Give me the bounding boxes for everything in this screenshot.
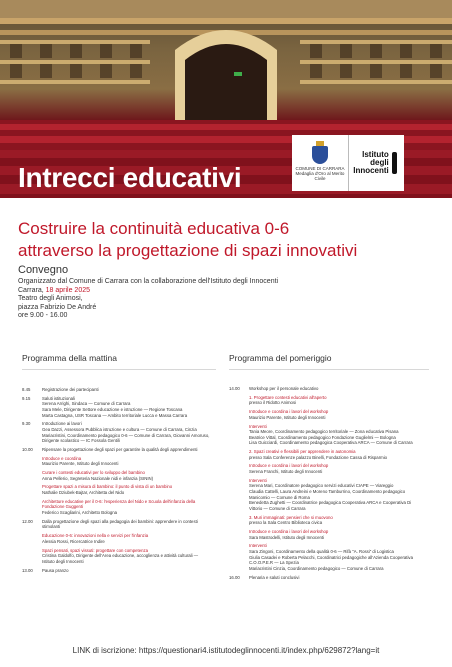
schedule-time: 9.15 <box>22 395 31 401</box>
afternoon-heading: Programma del pomeriggio <box>229 353 429 370</box>
schedule-time <box>229 478 249 512</box>
schedule-row <box>22 470 212 481</box>
schedule-body <box>42 519 212 530</box>
afternoon-schedule <box>229 386 429 583</box>
schedule-time <box>229 395 249 406</box>
schedule-line: C.O.O.P.E.R — La Spezia <box>249 560 299 566</box>
hero-banner <box>0 0 452 198</box>
schedule-body <box>42 421 212 443</box>
schedule-body <box>249 575 429 581</box>
schedule-line: 1. Progettare contesti educativi all'aperto <box>249 394 327 400</box>
schedule-body <box>42 568 212 574</box>
schedule-row <box>22 484 212 495</box>
schedule-line: Spazi pensati, spazi vissuti: progettare con competenza <box>42 547 149 553</box>
schedule-body <box>249 543 429 571</box>
schedule-line: presso Sala Conferenze palazzo Binelli, Fondazione Cassa di Risparmio <box>249 454 388 460</box>
event-hours: ore 9.00 - 16.00 <box>18 312 68 320</box>
schedule-line: Registrazione dei partecipanti <box>42 387 99 392</box>
schedule-row <box>229 424 429 446</box>
schedule-body <box>249 395 429 406</box>
schedule-body <box>42 447 212 453</box>
schedule-row <box>22 456 212 467</box>
schedule-line: Ripensare la progettazione degli spazi per garantire la qualità degli apprendimenti <box>42 446 198 452</box>
schedule-line: Vittorio — Comune di Carrara <box>249 505 306 511</box>
schedule-body <box>249 515 429 526</box>
schedule-time <box>22 456 42 467</box>
schedule-time <box>229 529 249 540</box>
event-address: piazza Fabrizio De André <box>18 303 97 311</box>
schedule-body <box>249 386 429 392</box>
schedule-line: Sara Mastrodelli, Istituto degli Innocenti <box>249 534 324 540</box>
schedule-row <box>229 409 429 420</box>
partner-logos <box>292 135 404 191</box>
schedule-line: Maurizio Parente, Istituto degli Innocenti <box>249 414 326 420</box>
schedule-line: Architetture educative per il 0-6: l'esperienza del Nido e Scuola dell'infanzia della <box>42 498 196 504</box>
schedule-body <box>249 478 429 512</box>
schedule-time <box>229 463 249 474</box>
schedule-row <box>22 519 212 530</box>
schedule-row <box>229 529 429 540</box>
schedule-time <box>229 543 249 571</box>
schedule-line: Workshop per il personale educativo <box>249 386 319 391</box>
schedule-line: presso il Ridotto Animosi <box>249 400 297 406</box>
schedule-time: 9.30 <box>22 421 31 427</box>
innocenti-mark-icon <box>392 152 397 174</box>
morning-heading: Programma della mattina <box>22 353 216 370</box>
event-organizer: Organizzato dal Comune di Carrara con la collaborazione dell'Istituto degli Innocenti <box>18 278 279 285</box>
schedule-line: Introduce e coordina i lavori del workshop <box>249 409 329 415</box>
schedule-line: 3. Muri immaginati: pensieri che si muovono <box>249 514 333 520</box>
schedule-line: Interventi <box>249 477 267 483</box>
morning-schedule <box>22 387 212 576</box>
schedule-line: Cristina Galdolfo, Dirigente dell'Area educazione, accoglienza e attività culturali — <box>42 553 199 559</box>
schedule-line: Giulia Casadei e Roberta Pelacchi, Coordinatrici pedagogiche all'Azienda Cooperativa <box>249 554 413 560</box>
schedule-line: Introduce e coordina i lavori del workshop <box>249 528 329 534</box>
schedule-line: Mariacristini Cinzia, Coordinamento pedagogico — Comune di Carrara <box>249 565 384 571</box>
schedule-line: Tania Meore, Coordinamento pedagogico territoriale — Zona educativa Pisana <box>249 429 399 435</box>
schedule-body <box>42 387 212 393</box>
schedule-time <box>22 533 42 544</box>
schedule-body <box>42 456 212 467</box>
schedule-row <box>22 548 212 565</box>
schedule-time <box>22 548 42 565</box>
schedule-line: Maurizio Parente, Istituto degli Innocenti <box>42 461 119 467</box>
schedule-time <box>229 424 249 446</box>
schedule-line: Sara Mele, Dirigente Settore educazione e istruzione — Regione Toscana <box>42 406 183 412</box>
schedule-body <box>42 548 212 565</box>
schedule-line: Fondazione Guggenti <box>42 504 84 510</box>
schedule-time <box>229 515 249 526</box>
registration-link[interactable]: LINK di iscrizione: https://questionari4.istitutodeglinnocenti.it/index.php/629872?lang=it <box>72 646 380 655</box>
schedule-line: Sara Zingoni, Coordinamento della qualità 0-6 — Rifà "A. Rossi" di Logistica <box>249 548 394 554</box>
carrara-crest-icon <box>312 146 328 164</box>
schedule-row <box>229 575 429 581</box>
schedule-line: Benedetta Zughetti — Coordinatrice pedagogica Cooperativa ARCA e Cooperativa Di <box>249 500 412 506</box>
schedule-row <box>229 386 429 392</box>
schedule-line: Curare i contesti educativi per lo sviluppo del bambino <box>42 470 145 476</box>
schedule-line: Serena Franchi, Istituto degli Innocenti <box>249 469 323 475</box>
schedule-line: Alessia Rossi, Ricercatrice Indire <box>42 538 105 544</box>
schedule-body <box>249 529 429 540</box>
schedule-line: stimolanti <box>42 524 61 530</box>
schedule-time <box>229 409 249 420</box>
schedule-time: 13.00 <box>22 567 33 573</box>
event-type: Convegno <box>18 264 69 276</box>
schedule-time <box>22 484 42 495</box>
schedule-time: 16.00 <box>229 574 240 580</box>
schedule-line: Serena Mari, Coordinatore pedagogico servizi educativi CIAPE — Viareggio <box>249 483 394 489</box>
schedule-row <box>229 543 429 571</box>
schedule-row <box>22 396 212 418</box>
main-title: Costruire la continuità educativa 0-6 attraverso la progettazione di spazi innovativi <box>18 219 358 260</box>
schedule-body <box>42 396 212 418</box>
schedule-row <box>22 533 212 544</box>
schedule-line: Educazione 0-6: innovazioni nella e servizi per l'infanzia <box>42 533 149 539</box>
schedule-body <box>42 533 212 544</box>
schedule-row <box>229 463 429 474</box>
schedule-line: 2. Spazi creativi e flessibili per apprendere in autonomia <box>249 449 356 455</box>
schedule-row <box>22 421 212 443</box>
schedule-body <box>249 449 429 460</box>
schedule-line: presso la Sala Centro Biblioteca civica <box>249 520 323 526</box>
banner-title: Intrecci educativi <box>18 162 242 193</box>
schedule-line: Anna Pellerio, Segreteria Nazionale nidi e infanzia (SININ) <box>42 475 154 481</box>
schedule-time: 10.00 <box>22 446 33 452</box>
comune-carrara-logo: COMUNE DI CARRARA Medaglia d'Oro al Merito Civile <box>292 135 348 191</box>
schedule-body <box>249 409 429 420</box>
schedule-row <box>229 395 429 406</box>
schedule-line: Plenaria e saluti conclusivi <box>249 574 300 580</box>
event-venue: Teatro degli Animosi, <box>18 295 83 303</box>
schedule-body <box>42 470 212 481</box>
schedule-row <box>22 387 212 393</box>
schedule-line: Beatrice Vittal, Coordinamento pedagogico Fondazione Guglielmi — Bologna <box>249 434 396 440</box>
schedule-line: Istituto degli Innocenti <box>42 558 84 564</box>
schedule-line: Federico Scagliarini, Architetto Bologna <box>42 510 117 515</box>
schedule-time <box>229 449 249 460</box>
schedule-line: Interventi <box>249 543 267 549</box>
schedule-body <box>42 484 212 495</box>
schedule-line: Introduzione ai lavori <box>42 421 82 427</box>
schedule-line: Serena Arrighi, Sindaca — Comune di Carrara <box>42 401 131 407</box>
schedule-time: 12.00 <box>22 518 33 524</box>
schedule-line: Claudia Cattelli, Laura Andreini e Moreno Tamburrino, Coordinamento pedagogico <box>249 489 406 495</box>
istituto-innocenti-logo: Istituto degli Innocenti <box>348 135 404 191</box>
schedule-line: Mariacristini, Coordinamento pedagogico 0-6 — Comune di Carrara, Giovanni Amoruso, <box>42 432 210 438</box>
schedule-line: Progettare spazi a misura di bambino: il punto di vista di un bambino <box>42 484 173 490</box>
schedule-body <box>249 424 429 446</box>
schedule-line: Dalla progettazione degli spazi alla pedagogia dei bambini: apprendere in contesti <box>42 518 198 524</box>
schedule-time: 8.45 <box>22 387 31 392</box>
schedule-row <box>22 447 212 453</box>
schedule-row <box>22 499 212 516</box>
schedule-line: Introduce e coordina i lavori del workshop <box>249 463 329 469</box>
schedule-line: Introduce e coordina <box>42 455 82 461</box>
schedule-line: Manicomio — Comune di Roma <box>249 494 310 500</box>
schedule-body <box>249 463 429 474</box>
event-details <box>18 278 278 321</box>
schedule-time: 14.00 <box>229 386 240 391</box>
schedule-row <box>229 515 429 526</box>
schedule-body <box>42 499 212 516</box>
schedule-row <box>229 449 429 460</box>
schedule-line: Dirigente scolastico — IC Fossola Gentili <box>42 438 120 444</box>
schedule-line: Gea Dazzi, Assessora Pubblica istruzione e cultura — Comune di Carrara, Cinzia <box>42 426 197 432</box>
schedule-time <box>22 499 42 516</box>
schedule-line: Pausa pranzo <box>42 567 69 573</box>
schedule-line: Saluti istituzionali <box>42 395 75 401</box>
schedule-line: Nathalie Dziubek-Bajtar, Architetta del Nido <box>42 490 125 496</box>
schedule-line: Interventi <box>249 423 267 429</box>
schedule-row <box>22 568 212 574</box>
schedule-line: Lisa Guicciardi, Coordinamento pedagogica Cooperativa ARCA — Comune di Carrara <box>249 440 413 446</box>
event-date-line: Carrara, 18 aprile 2025 <box>18 286 90 294</box>
schedule-row <box>229 478 429 512</box>
schedule-line: Marta Castagna, USR Toscana — Ambito territoriale Lucca e Massa Carrara <box>42 412 188 418</box>
schedule-time <box>22 470 42 481</box>
